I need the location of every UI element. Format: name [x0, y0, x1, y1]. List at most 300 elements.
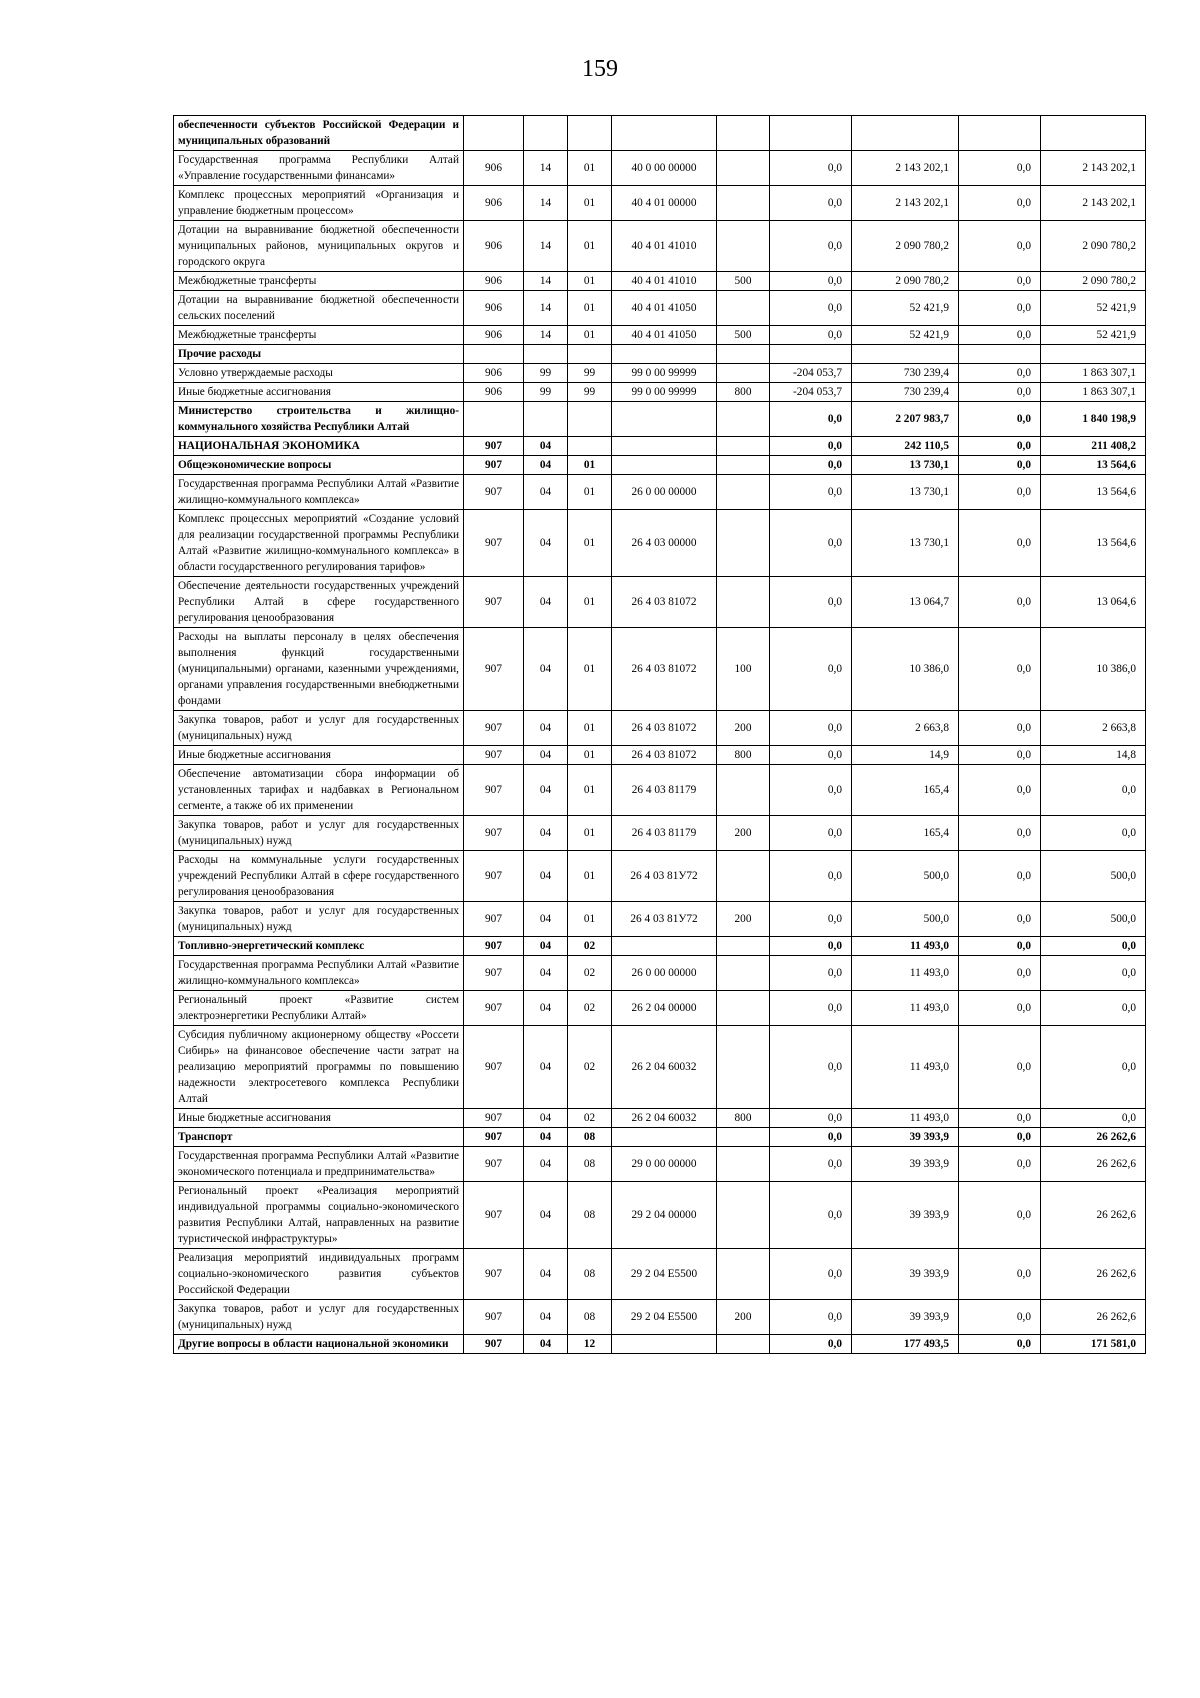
cell-pr: 01 [568, 816, 612, 851]
cell-rz: 14 [524, 272, 568, 291]
table-row [174, 711, 1146, 746]
cell-sum-3: 0,0 [959, 1300, 1041, 1335]
cell-csr: 26 4 03 81072 [612, 577, 717, 628]
cell-csr [612, 402, 717, 437]
cell-sum-4: 0,0 [1041, 765, 1146, 816]
cell-sum-2: 11 493,0 [852, 1026, 959, 1109]
cell-csr: 40 0 00 00000 [612, 151, 717, 186]
cell-sum-3: 0,0 [959, 475, 1041, 510]
cell-vr [717, 345, 770, 364]
cell-pr: 01 [568, 221, 612, 272]
cell-rz: 14 [524, 151, 568, 186]
cell-gr: 907 [464, 816, 524, 851]
cell-pr: 01 [568, 326, 612, 345]
cell-vr [717, 364, 770, 383]
cell-vr [717, 186, 770, 221]
cell-vr: 100 [717, 628, 770, 711]
cell-sum-3: 0,0 [959, 383, 1041, 402]
cell-gr: 907 [464, 628, 524, 711]
cell-pr: 01 [568, 577, 612, 628]
cell-sum-4: 2 090 780,2 [1041, 221, 1146, 272]
cell-sum-2: 13 730,1 [852, 475, 959, 510]
cell-sum-2: 177 493,5 [852, 1335, 959, 1354]
cell-rz: 04 [524, 628, 568, 711]
cell-sum-4: 26 262,6 [1041, 1147, 1146, 1182]
cell-pr: 99 [568, 364, 612, 383]
cell-sum-4: 0,0 [1041, 1109, 1146, 1128]
cell-sum-2: 14,9 [852, 746, 959, 765]
cell-csr [612, 1128, 717, 1147]
cell-gr: 907 [464, 902, 524, 937]
cell-pr: 01 [568, 510, 612, 577]
cell-pr: 01 [568, 746, 612, 765]
cell-rz: 04 [524, 1300, 568, 1335]
cell-gr [464, 345, 524, 364]
cell-name: Расходы на выплаты персоналу в целях обеспечения выполнения функций государственными (муниципальными) органами, казенными учреждениями, органами управления государственными внебюджетными фондами [174, 628, 464, 711]
cell-sum-2: 13 730,1 [852, 510, 959, 577]
cell-sum-1: 0,0 [770, 1147, 852, 1182]
cell-gr: 907 [464, 1300, 524, 1335]
table-row [174, 577, 1146, 628]
cell-sum-1: 0,0 [770, 991, 852, 1026]
table-row [174, 383, 1146, 402]
cell-pr: 99 [568, 383, 612, 402]
cell-csr: 40 4 01 00000 [612, 186, 717, 221]
cell-gr: 907 [464, 1182, 524, 1249]
cell-sum-1: 0,0 [770, 851, 852, 902]
cell-gr: 907 [464, 711, 524, 746]
table-row [174, 510, 1146, 577]
table-row [174, 364, 1146, 383]
cell-gr: 907 [464, 1335, 524, 1354]
cell-sum-3: 0,0 [959, 1335, 1041, 1354]
cell-pr [568, 402, 612, 437]
cell-rz: 99 [524, 383, 568, 402]
cell-sum-3: 0,0 [959, 765, 1041, 816]
cell-sum-2: 39 393,9 [852, 1128, 959, 1147]
cell-pr: 02 [568, 991, 612, 1026]
cell-rz: 04 [524, 437, 568, 456]
cell-sum-1: 0,0 [770, 326, 852, 345]
cell-vr [717, 510, 770, 577]
cell-sum-3 [959, 345, 1041, 364]
cell-gr: 906 [464, 221, 524, 272]
cell-gr: 906 [464, 272, 524, 291]
cell-sum-1: 0,0 [770, 186, 852, 221]
table-row [174, 456, 1146, 475]
cell-rz: 04 [524, 956, 568, 991]
budget-table [173, 115, 1146, 1354]
cell-sum-4 [1041, 116, 1146, 151]
cell-vr: 800 [717, 1109, 770, 1128]
cell-gr: 907 [464, 1249, 524, 1300]
cell-csr: 26 4 03 81072 [612, 746, 717, 765]
cell-pr: 01 [568, 291, 612, 326]
cell-vr [717, 151, 770, 186]
cell-csr: 99 0 00 99999 [612, 364, 717, 383]
table-row [174, 1182, 1146, 1249]
table-row [174, 116, 1146, 151]
cell-sum-2: 11 493,0 [852, 1109, 959, 1128]
cell-rz: 14 [524, 291, 568, 326]
cell-sum-3: 0,0 [959, 711, 1041, 746]
cell-rz [524, 402, 568, 437]
table-row [174, 937, 1146, 956]
cell-rz [524, 116, 568, 151]
cell-vr [717, 956, 770, 991]
cell-pr: 08 [568, 1182, 612, 1249]
cell-rz: 14 [524, 186, 568, 221]
cell-csr: 99 0 00 99999 [612, 383, 717, 402]
table-row [174, 765, 1146, 816]
cell-sum-4: 2 143 202,1 [1041, 186, 1146, 221]
cell-sum-3: 0,0 [959, 956, 1041, 991]
cell-vr [717, 221, 770, 272]
cell-sum-2: 2 090 780,2 [852, 221, 959, 272]
table-row [174, 291, 1146, 326]
cell-vr [717, 1128, 770, 1147]
cell-sum-2: 500,0 [852, 902, 959, 937]
cell-vr [717, 577, 770, 628]
cell-rz: 04 [524, 510, 568, 577]
cell-rz: 14 [524, 326, 568, 345]
table-row [174, 186, 1146, 221]
cell-pr: 08 [568, 1128, 612, 1147]
cell-sum-1: 0,0 [770, 816, 852, 851]
table-row [174, 1300, 1146, 1335]
cell-vr: 800 [717, 383, 770, 402]
cell-gr: 907 [464, 937, 524, 956]
cell-name: Закупка товаров, работ и услуг для государственных (муниципальных) нужд [174, 816, 464, 851]
cell-vr [717, 1335, 770, 1354]
cell-sum-2: 52 421,9 [852, 291, 959, 326]
cell-sum-3: 0,0 [959, 402, 1041, 437]
cell-rz: 04 [524, 851, 568, 902]
cell-sum-2: 39 393,9 [852, 1300, 959, 1335]
cell-csr: 26 4 03 81072 [612, 628, 717, 711]
cell-sum-3: 0,0 [959, 272, 1041, 291]
cell-sum-2: 39 393,9 [852, 1249, 959, 1300]
cell-sum-1: 0,0 [770, 510, 852, 577]
cell-sum-2 [852, 116, 959, 151]
cell-name: обеспеченности субъектов Российской Федерации и муниципальных образований [174, 116, 464, 151]
cell-vr: 800 [717, 746, 770, 765]
cell-sum-3: 0,0 [959, 851, 1041, 902]
table-row [174, 221, 1146, 272]
cell-pr: 02 [568, 1026, 612, 1109]
cell-sum-4: 1 863 307,1 [1041, 383, 1146, 402]
cell-sum-2: 11 493,0 [852, 937, 959, 956]
cell-csr [612, 1335, 717, 1354]
cell-sum-1: 0,0 [770, 402, 852, 437]
cell-name: Закупка товаров, работ и услуг для государственных (муниципальных) нужд [174, 711, 464, 746]
cell-vr [717, 437, 770, 456]
cell-vr [717, 1182, 770, 1249]
cell-sum-2: 52 421,9 [852, 326, 959, 345]
cell-sum-2: 13 730,1 [852, 456, 959, 475]
cell-pr: 02 [568, 937, 612, 956]
cell-sum-4: 13 564,6 [1041, 456, 1146, 475]
table-row [174, 1026, 1146, 1109]
table-row [174, 345, 1146, 364]
cell-pr: 01 [568, 186, 612, 221]
cell-sum-3: 0,0 [959, 364, 1041, 383]
cell-sum-4: 26 262,6 [1041, 1249, 1146, 1300]
cell-csr: 29 0 00 00000 [612, 1147, 717, 1182]
cell-csr: 29 2 04 E5500 [612, 1300, 717, 1335]
cell-rz: 04 [524, 937, 568, 956]
cell-pr: 01 [568, 151, 612, 186]
cell-sum-3: 0,0 [959, 1182, 1041, 1249]
cell-name: Субсидия публичному акционерному обществу «Россети Сибирь» на финансовое обеспечение части затрат на реализацию мероприятий программы по повышению надежности электросетевого комплекса Республики Алтай [174, 1026, 464, 1109]
cell-sum-2: 39 393,9 [852, 1147, 959, 1182]
cell-csr: 26 4 03 81У72 [612, 851, 717, 902]
cell-sum-3: 0,0 [959, 991, 1041, 1026]
cell-pr: 02 [568, 956, 612, 991]
cell-csr [612, 456, 717, 475]
cell-sum-3: 0,0 [959, 577, 1041, 628]
cell-sum-2: 242 110,5 [852, 437, 959, 456]
cell-gr: 907 [464, 456, 524, 475]
table-row [174, 816, 1146, 851]
cell-rz: 14 [524, 221, 568, 272]
cell-sum-3: 0,0 [959, 437, 1041, 456]
cell-sum-1: 0,0 [770, 1335, 852, 1354]
cell-sum-1: 0,0 [770, 765, 852, 816]
table-row [174, 1128, 1146, 1147]
cell-rz: 04 [524, 746, 568, 765]
cell-csr: 26 2 04 60032 [612, 1109, 717, 1128]
table-row [174, 628, 1146, 711]
cell-rz: 04 [524, 1147, 568, 1182]
cell-rz: 04 [524, 711, 568, 746]
cell-name: Комплекс процессных мероприятий «Организация и управление бюджетным процессом» [174, 186, 464, 221]
cell-rz: 04 [524, 1249, 568, 1300]
cell-gr: 907 [464, 956, 524, 991]
cell-sum-2: 11 493,0 [852, 956, 959, 991]
cell-vr [717, 402, 770, 437]
cell-name: НАЦИОНАЛЬНАЯ ЭКОНОМИКА [174, 437, 464, 456]
cell-sum-1 [770, 345, 852, 364]
cell-gr: 907 [464, 991, 524, 1026]
cell-name: Условно утверждаемые расходы [174, 364, 464, 383]
cell-sum-1: 0,0 [770, 937, 852, 956]
cell-sum-2: 730 239,4 [852, 364, 959, 383]
table-row [174, 956, 1146, 991]
table-row [174, 272, 1146, 291]
cell-sum-3: 0,0 [959, 186, 1041, 221]
cell-sum-4: 500,0 [1041, 902, 1146, 937]
cell-gr: 906 [464, 326, 524, 345]
cell-rz: 04 [524, 991, 568, 1026]
cell-vr [717, 291, 770, 326]
cell-pr: 01 [568, 902, 612, 937]
cell-rz: 04 [524, 1026, 568, 1109]
cell-name: Закупка товаров, работ и услуг для государственных (муниципальных) нужд [174, 902, 464, 937]
cell-csr: 29 2 04 00000 [612, 1182, 717, 1249]
cell-sum-4: 52 421,9 [1041, 291, 1146, 326]
cell-vr [717, 1147, 770, 1182]
cell-name: Государственная программа Республики Алтай «Развитие жилищно-коммунального комплекса» [174, 956, 464, 991]
cell-name: Другие вопросы в области национальной экономики [174, 1335, 464, 1354]
cell-gr: 906 [464, 186, 524, 221]
cell-pr [568, 437, 612, 456]
cell-name: Обеспечение автоматизации сбора информации об установленных тарифах и надбавках в Региональном сегменте, а также об их применении [174, 765, 464, 816]
cell-pr: 01 [568, 851, 612, 902]
cell-sum-1: 0,0 [770, 437, 852, 456]
cell-name: Межбюджетные трансферты [174, 326, 464, 345]
cell-pr: 01 [568, 711, 612, 746]
cell-sum-4: 2 143 202,1 [1041, 151, 1146, 186]
cell-csr: 40 4 01 41050 [612, 326, 717, 345]
cell-sum-2: 13 064,7 [852, 577, 959, 628]
cell-gr: 907 [464, 475, 524, 510]
cell-sum-1: 0,0 [770, 291, 852, 326]
cell-csr: 26 2 04 00000 [612, 991, 717, 1026]
cell-sum-4: 500,0 [1041, 851, 1146, 902]
cell-sum-4: 0,0 [1041, 937, 1146, 956]
cell-sum-2: 39 393,9 [852, 1182, 959, 1249]
cell-sum-3: 0,0 [959, 816, 1041, 851]
cell-sum-1: 0,0 [770, 272, 852, 291]
cell-vr [717, 851, 770, 902]
cell-sum-3: 0,0 [959, 221, 1041, 272]
cell-vr [717, 991, 770, 1026]
cell-sum-4: 13 564,6 [1041, 475, 1146, 510]
cell-gr: 907 [464, 437, 524, 456]
cell-sum-4: 14,8 [1041, 746, 1146, 765]
cell-sum-2: 2 143 202,1 [852, 186, 959, 221]
cell-sum-2: 500,0 [852, 851, 959, 902]
cell-gr: 907 [464, 1026, 524, 1109]
cell-sum-2: 165,4 [852, 765, 959, 816]
table-row [174, 1249, 1146, 1300]
cell-sum-3: 0,0 [959, 628, 1041, 711]
cell-rz: 04 [524, 902, 568, 937]
cell-sum-4: 0,0 [1041, 956, 1146, 991]
cell-vr: 200 [717, 1300, 770, 1335]
cell-gr: 907 [464, 1109, 524, 1128]
cell-rz: 04 [524, 456, 568, 475]
cell-rz: 04 [524, 1335, 568, 1354]
cell-sum-2: 730 239,4 [852, 383, 959, 402]
cell-csr: 40 4 01 41050 [612, 291, 717, 326]
cell-sum-2 [852, 345, 959, 364]
cell-pr: 01 [568, 628, 612, 711]
table-row [174, 326, 1146, 345]
cell-sum-1: 0,0 [770, 1249, 852, 1300]
cell-sum-1: 0,0 [770, 1300, 852, 1335]
cell-name: Закупка товаров, работ и услуг для государственных (муниципальных) нужд [174, 1300, 464, 1335]
cell-sum-3: 0,0 [959, 1147, 1041, 1182]
cell-vr: 200 [717, 902, 770, 937]
cell-pr: 01 [568, 456, 612, 475]
cell-sum-3: 0,0 [959, 326, 1041, 345]
cell-sum-3: 0,0 [959, 1109, 1041, 1128]
cell-sum-1: 0,0 [770, 1182, 852, 1249]
cell-sum-4: 0,0 [1041, 991, 1146, 1026]
cell-gr: 906 [464, 364, 524, 383]
cell-name: Прочие расходы [174, 345, 464, 364]
cell-rz: 04 [524, 765, 568, 816]
cell-sum-1: 0,0 [770, 1128, 852, 1147]
cell-vr: 200 [717, 711, 770, 746]
cell-sum-1: 0,0 [770, 151, 852, 186]
cell-sum-4: 1 863 307,1 [1041, 364, 1146, 383]
cell-sum-1: 0,0 [770, 956, 852, 991]
table-row [174, 851, 1146, 902]
cell-sum-2: 2 143 202,1 [852, 151, 959, 186]
cell-pr [568, 116, 612, 151]
cell-name: Региональный проект «Реализация мероприятий индивидуальной программы социально-экономического развития Республики Алтай, направленных на развитие туристической инфраструктуры» [174, 1182, 464, 1249]
cell-sum-3: 0,0 [959, 1249, 1041, 1300]
cell-sum-4: 26 262,6 [1041, 1300, 1146, 1335]
cell-csr: 26 4 03 81072 [612, 711, 717, 746]
cell-rz: 04 [524, 1128, 568, 1147]
cell-vr: 500 [717, 272, 770, 291]
cell-name: Иные бюджетные ассигнования [174, 746, 464, 765]
cell-gr: 907 [464, 577, 524, 628]
cell-vr [717, 1249, 770, 1300]
table-row [174, 437, 1146, 456]
cell-gr: 907 [464, 746, 524, 765]
cell-sum-2: 11 493,0 [852, 991, 959, 1026]
cell-pr: 08 [568, 1147, 612, 1182]
cell-sum-1: 0,0 [770, 1109, 852, 1128]
cell-gr: 906 [464, 383, 524, 402]
cell-csr: 26 4 03 81179 [612, 765, 717, 816]
cell-sum-4: 171 581,0 [1041, 1335, 1146, 1354]
cell-csr: 26 4 03 00000 [612, 510, 717, 577]
cell-name: Иные бюджетные ассигнования [174, 383, 464, 402]
cell-sum-3 [959, 116, 1041, 151]
cell-csr: 26 0 00 00000 [612, 475, 717, 510]
cell-rz: 04 [524, 1109, 568, 1128]
cell-sum-3: 0,0 [959, 291, 1041, 326]
cell-gr: 907 [464, 765, 524, 816]
cell-sum-3: 0,0 [959, 937, 1041, 956]
cell-name: Региональный проект «Развитие систем электроэнергетики Республики Алтай» [174, 991, 464, 1026]
cell-name: Обеспечение деятельности государственных учреждений Республики Алтай в сфере государственного регулирования ценообразования [174, 577, 464, 628]
cell-name: Комплекс процессных мероприятий «Создание условий для реализации государственной программы Республики Алтай «Развитие жилищно-коммунального комплекса» в области государственного регулирования тарифов» [174, 510, 464, 577]
cell-sum-1: -204 053,7 [770, 383, 852, 402]
cell-name: Топливно-энергетический комплекс [174, 937, 464, 956]
cell-csr: 26 2 04 60032 [612, 1026, 717, 1109]
cell-sum-1: 0,0 [770, 902, 852, 937]
cell-gr [464, 402, 524, 437]
cell-sum-1: 0,0 [770, 746, 852, 765]
cell-csr: 40 4 01 41010 [612, 221, 717, 272]
cell-sum-4: 0,0 [1041, 816, 1146, 851]
table-row [174, 475, 1146, 510]
cell-pr: 08 [568, 1249, 612, 1300]
cell-sum-4: 13 564,6 [1041, 510, 1146, 577]
cell-rz [524, 345, 568, 364]
cell-sum-4: 26 262,6 [1041, 1128, 1146, 1147]
cell-pr: 01 [568, 765, 612, 816]
cell-sum-1 [770, 116, 852, 151]
cell-sum-4: 2 090 780,2 [1041, 272, 1146, 291]
cell-name: Реализация мероприятий индивидуальных программ социально-экономического развития субъектов Российской Федерации [174, 1249, 464, 1300]
cell-vr: 200 [717, 816, 770, 851]
cell-gr: 907 [464, 510, 524, 577]
table-row [174, 746, 1146, 765]
table-row [174, 1335, 1146, 1354]
cell-name: Дотации на выравнивание бюджетной обеспеченности сельских поселений [174, 291, 464, 326]
cell-gr: 907 [464, 1128, 524, 1147]
table-row [174, 902, 1146, 937]
cell-sum-1: 0,0 [770, 221, 852, 272]
